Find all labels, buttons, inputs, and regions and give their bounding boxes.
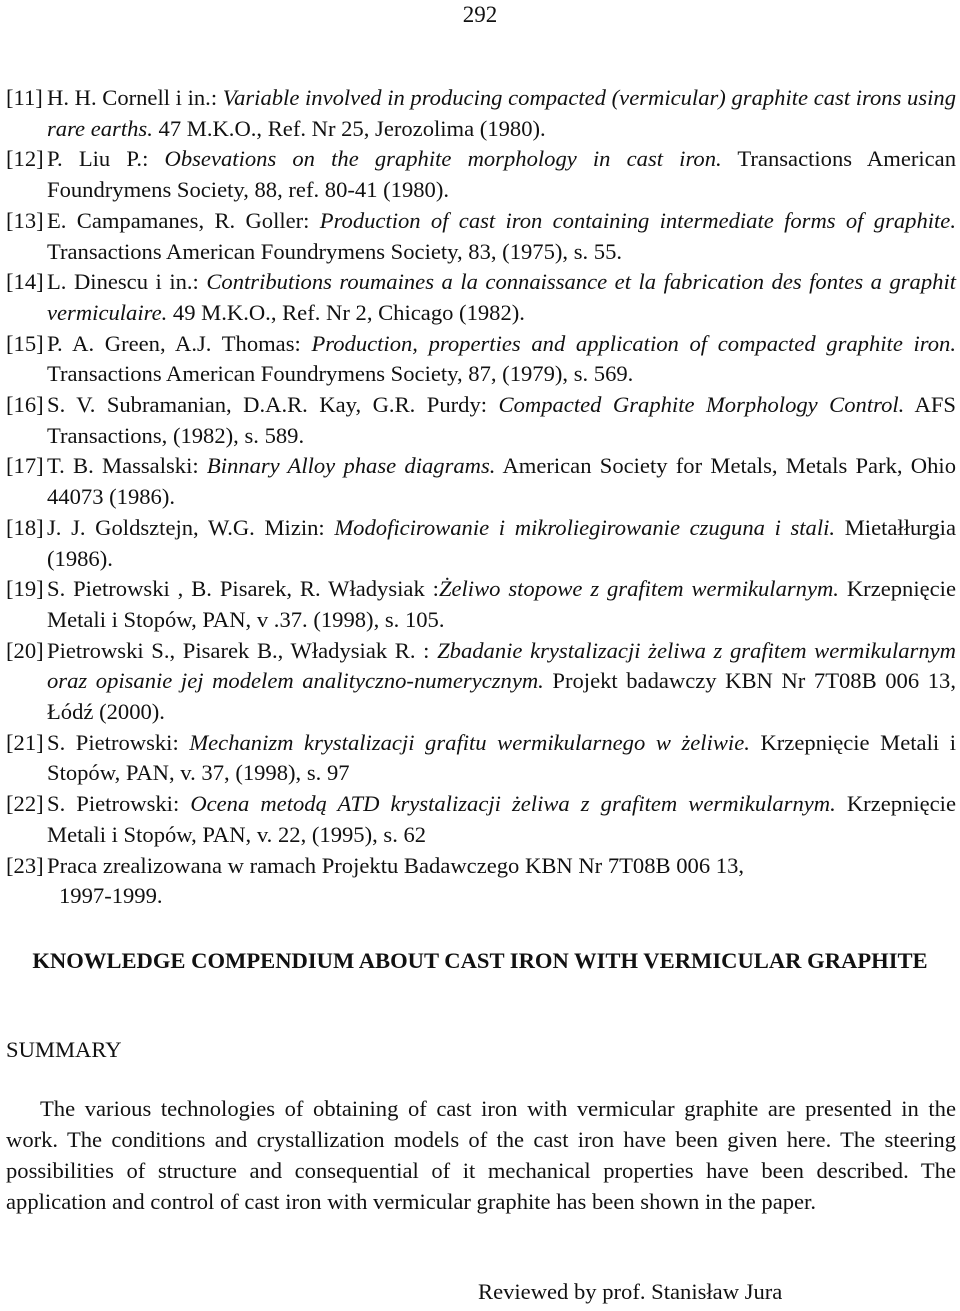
reference-title: Zbadanie krystalizacji żeliwa z grafitem wermikularnym oraz opisanie jej modelem analityczno-numerycznym. xyxy=(47,637,956,694)
page-number: 292 xyxy=(462,2,498,27)
reference-authors: S. Pietrowski: xyxy=(47,729,179,755)
reference-number: [23] xyxy=(6,852,44,878)
reference-details: AFS Transactions, (1982), s. 589. xyxy=(47,392,956,448)
reference-details: Projekt badawczy KBN Nr 7T08B 006 13, Łódź (2000). xyxy=(47,668,956,725)
reference-details: 49 M.K.O., Ref. Nr 2, Chicago (1982). xyxy=(172,299,525,325)
reference-title: Binnary Alloy phase diagrams. xyxy=(206,453,496,479)
reference-number: [14] xyxy=(6,269,44,295)
reference-details: Krzepnięcie Metali i Stopów, PAN, v. 22, (1995), s. 62 xyxy=(47,791,956,847)
reference-number: [17] xyxy=(6,453,44,479)
reference-details: Transactions American Foundrymens Society, 83, (1975), s. 55. xyxy=(47,238,623,264)
reference-number: [16] xyxy=(6,392,44,418)
reference-item xyxy=(6,206,956,267)
reference-title: Obsevations on the graphite morphology in cast iron. xyxy=(164,146,722,172)
reference-text xyxy=(47,390,956,451)
reference-text xyxy=(47,451,956,512)
reference-text xyxy=(47,83,956,144)
reference-item xyxy=(6,728,956,789)
reference-details: Krzepnięcie Metali i Stopów, PAN, v. 37, (1998), s. 97 xyxy=(47,729,956,786)
reference-item xyxy=(6,267,956,328)
reference-authors: S. Pietrowski , B. Pisarek, R. Władysiak : xyxy=(47,576,439,602)
reference-item xyxy=(6,636,956,728)
reference-authors: E. Campamanes, R. Goller: xyxy=(47,207,310,233)
reference-line: Praca zrealizowana w ramach Projektu Badawczego KBN Nr 7T08B 006 13, xyxy=(47,852,745,878)
reference-number: [18] xyxy=(6,514,44,540)
reference-text xyxy=(47,144,956,205)
reference-title: Production of cast iron containing intermediate forms of graphite. xyxy=(319,207,956,233)
reference-item xyxy=(6,513,956,574)
reviewer-note: Reviewed by prof. Stanisław Jura xyxy=(478,1279,783,1304)
reference-authors: P. Liu P.: xyxy=(47,146,149,172)
reference-title: Contributions roumaines a la connaissance et la fabrication des fontes a graphit vermiculaire. xyxy=(47,269,956,325)
reference-text xyxy=(47,851,744,912)
reference-text xyxy=(47,329,956,390)
reference-authors: S. V. Subramanian, D.A.R. Kay, G.R. Purdy: xyxy=(47,392,488,418)
summary-heading: SUMMARY xyxy=(6,1037,122,1062)
reference-authors: T. B. Massalski: xyxy=(47,453,199,479)
section-title: KNOWLEDGE COMPENDIUM ABOUT CAST IRON WITH VERMICULAR GRAPHITE xyxy=(32,948,928,973)
reference-details: Mietałłurgia (1986). xyxy=(47,514,956,571)
reference-text xyxy=(47,728,956,789)
reference-number: [12] xyxy=(6,146,44,172)
reference-text xyxy=(47,636,956,728)
reference-title: Production, properties and application of compacted graphite iron. xyxy=(311,330,957,356)
reference-title: Compacted Graphite Morphology Control. xyxy=(498,392,905,418)
reference-details: 47 M.K.O., Ref. Nr 25, Jerozolima (1980). xyxy=(158,115,546,141)
reference-number: [19] xyxy=(6,576,44,602)
reference-authors: Pietrowski S., Pisarek B., Władysiak R. : xyxy=(47,637,430,663)
reference-text xyxy=(47,574,956,635)
reference-authors: S. Pietrowski: xyxy=(47,791,180,817)
reference-details: Transactions American Foundrymens Society, 88, ref. 80-41 (1980). xyxy=(47,146,957,203)
reference-details: American Society for Metals, Metals Park, Ohio 44073 (1986). xyxy=(47,453,956,510)
reference-item xyxy=(6,390,956,451)
reference-text xyxy=(47,267,956,328)
reference-authors: H. H. Cornell i in.: xyxy=(47,85,218,110)
reference-details: Krzepnięcie Metali i Stopów, PAN, v .37. (1998), s. 105. xyxy=(47,576,956,632)
reference-list xyxy=(6,83,956,912)
reference-authors: L. Dinescu i in.: xyxy=(47,269,199,295)
reference-item xyxy=(6,451,956,512)
reference-title: Mechanizm krystalizacji grafitu wermikularnego w żeliwie. xyxy=(189,729,750,755)
reference-title: Modoficirowanie i mikroliegirowanie czuguna i stali. xyxy=(334,514,836,540)
reference-text xyxy=(47,513,956,574)
reference-authors: P. A. Green, A.J. Thomas: xyxy=(47,330,301,356)
reference-item xyxy=(6,789,956,850)
summary-paragraph: The various technologies of obtaining of cast iron with vermicular graphite are presented in the work. The conditions and crystallization models of the cast iron have been given here. The steering possibilities of structure and consequential of it mechanical properties have been described. The application and control of cast iron with vermicular graphite has been shown in the paper. xyxy=(6,1096,956,1214)
reference-authors: J. J. Goldsztejn, W.G. Mizin: xyxy=(47,514,325,540)
reference-text xyxy=(47,206,956,267)
reference-title: Ocena metodą ATD krystalizacji żeliwa z grafitem wermikularnym. xyxy=(190,791,836,817)
reference-title: Variable involved in producing compacted (vermicular) graphite cast irons using rare earths. xyxy=(47,85,956,141)
reference-number: [22] xyxy=(6,791,44,817)
reference-item xyxy=(6,851,956,912)
reference-number: [21] xyxy=(6,729,44,755)
reference-item xyxy=(6,574,956,635)
reference-number: [15] xyxy=(6,330,44,356)
reference-item xyxy=(6,83,956,144)
reference-number: [11] xyxy=(6,85,43,110)
reference-title: Żeliwo stopowe z grafitem wermikularnym. xyxy=(438,576,839,602)
reference-details: Transactions American Foundrymens Society, 87, (1979), s. 569. xyxy=(47,361,634,387)
reference-number: [20] xyxy=(6,637,44,663)
reference-item xyxy=(6,329,956,390)
reference-item xyxy=(6,144,956,205)
reference-number: [13] xyxy=(6,207,44,233)
reference-line: 1997-1999. xyxy=(59,883,163,909)
reference-text xyxy=(47,789,956,850)
